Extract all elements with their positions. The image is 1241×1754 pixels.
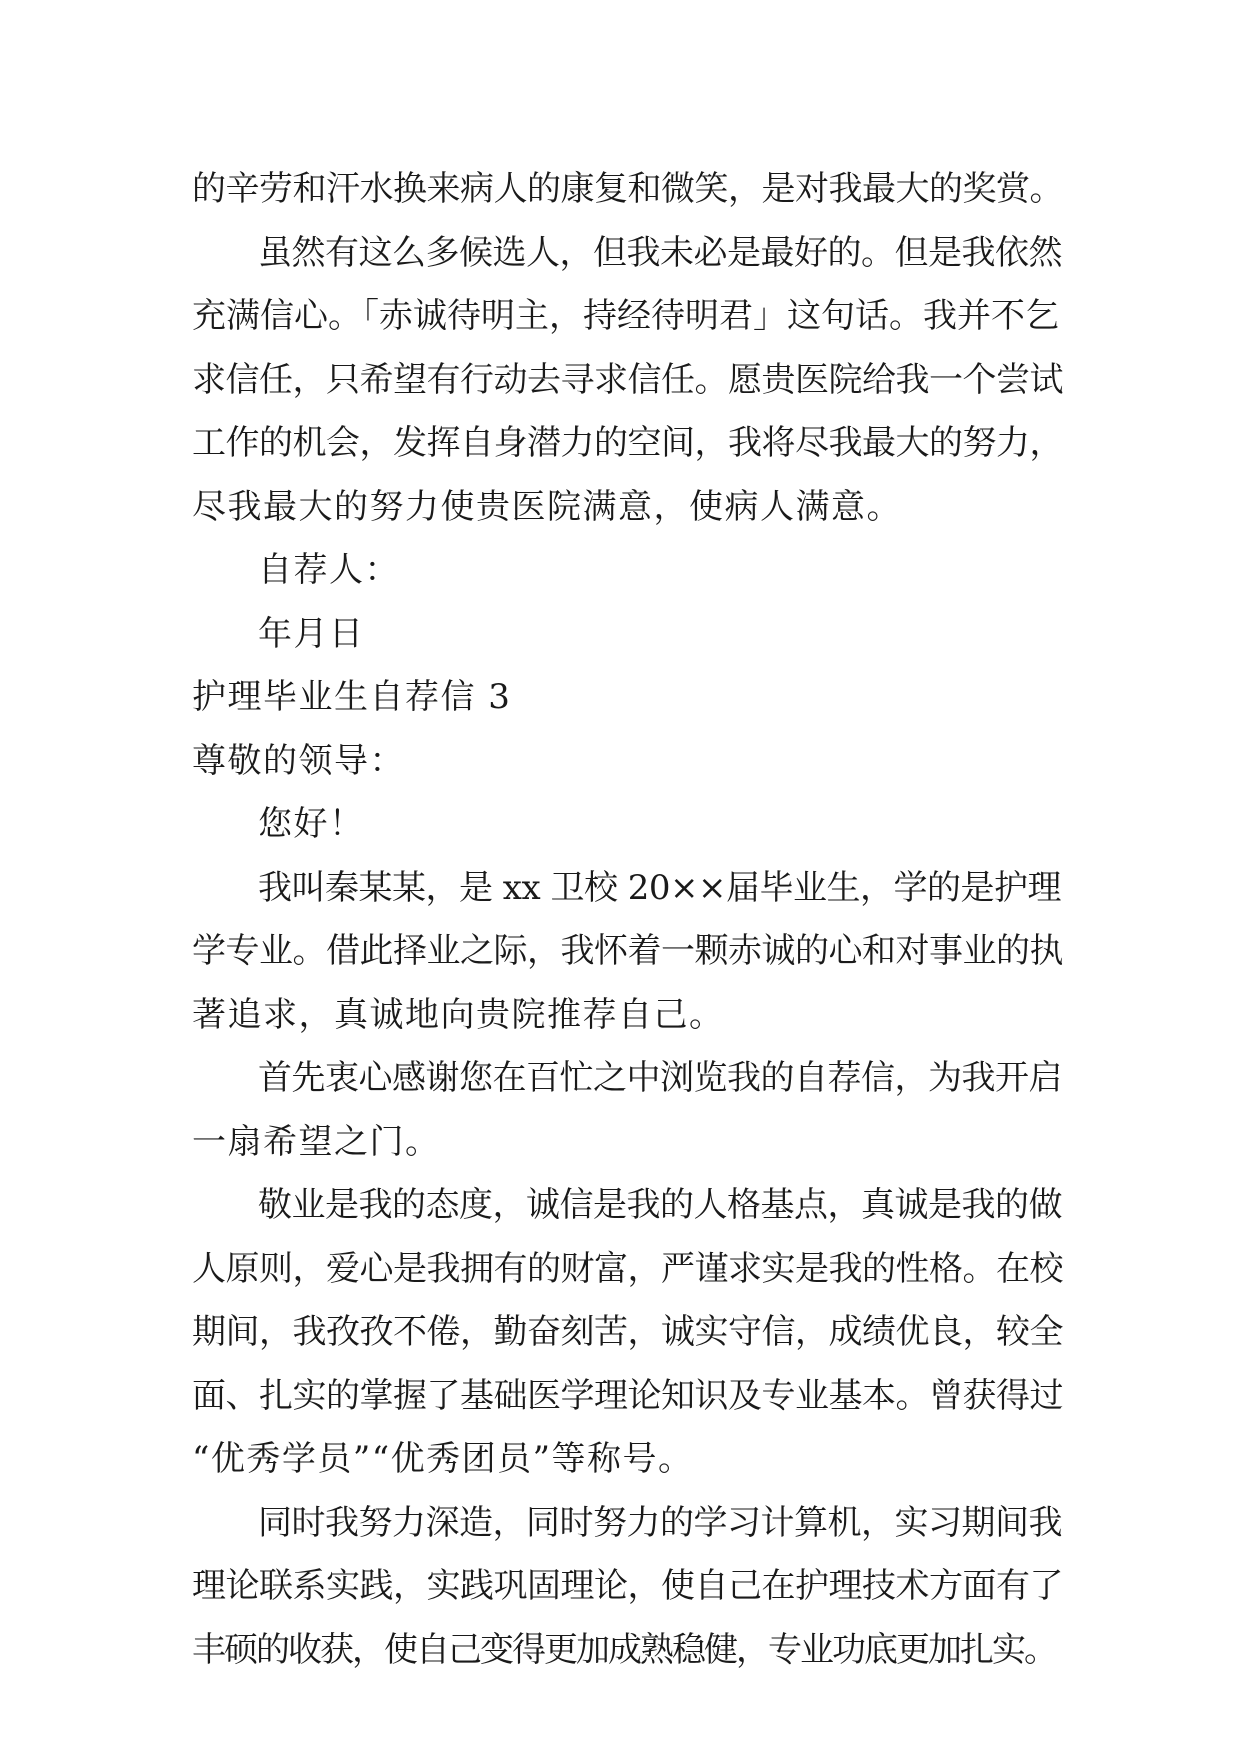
text-line: 求信任，只希望有行动去寻求信任。愿贵医院给我一个尝试 [192, 359, 1063, 400]
text-line: 一扇希望之门。 [192, 1121, 441, 1162]
text-line: 尽我最大的努力使贵医院满意，使病人满意。 [192, 486, 902, 527]
text-line: 人原则，爱心是我拥有的财富，严谨求实是我的性格。在校 [192, 1248, 1063, 1289]
text-line: 您好！ [258, 804, 365, 844]
text-line: 虽然有这么多候选人，但我未必是最好的。但是我依然 [258, 232, 1062, 273]
text-line: 学专业。借此择业之际，我怀着一颗赤诚的心和对事业的执 [192, 931, 1063, 971]
text-line: 丰硕的收获，使自己变得更加成熟稳健，专业功底更加扎实。 [192, 1629, 1056, 1670]
text-line: 工作的机会，发挥自身潜力的空间，我将尽我最大的努力， [192, 423, 1063, 463]
text-line: 充满信心。「赤诚待明主，持经待明君」这句话。我并不乞 [192, 296, 1059, 336]
text-line: 的辛劳和汗水换来病人的康复和微笑，是对我最大的奖赏。 [192, 169, 1063, 209]
document-body [192, 158, 1062, 1682]
text-line: 理论联系实践，实践巩固理论，使自己在护理技术方面有了 [192, 1566, 1063, 1606]
text-line: 护理毕业生自荐信 3 [192, 677, 512, 717]
text-line: 自荐人： [258, 550, 400, 590]
text-line: 同时我努力深造，同时努力的学习计算机，实习期间我 [258, 1502, 1062, 1543]
text-line: 首先衷心感谢您在百忙之中浏览我的自荐信，为我开启 [258, 1058, 1062, 1098]
text-line: 我叫秦某某，是 xx 卫校 20××届毕业生，学的是护理 [258, 867, 1062, 908]
text-line: 尊敬的领导： [192, 740, 405, 781]
text-line: 著追求，真诚地向贵院推荐自己。 [192, 994, 725, 1035]
text-line: 面、扎实的掌握了基础医学理论知识及专业基本。曾获得过 [192, 1375, 1063, 1416]
text-line: 年月日 [258, 613, 365, 654]
text-line: 期间，我孜孜不倦，勤奋刻苦，诚实守信，成绩优良，较全 [192, 1312, 1063, 1352]
text-line: 敬业是我的态度，诚信是我的人格基点，真诚是我的做 [258, 1185, 1062, 1225]
text-line: “优秀学员”“优秀团员”等称号。 [192, 1439, 694, 1479]
